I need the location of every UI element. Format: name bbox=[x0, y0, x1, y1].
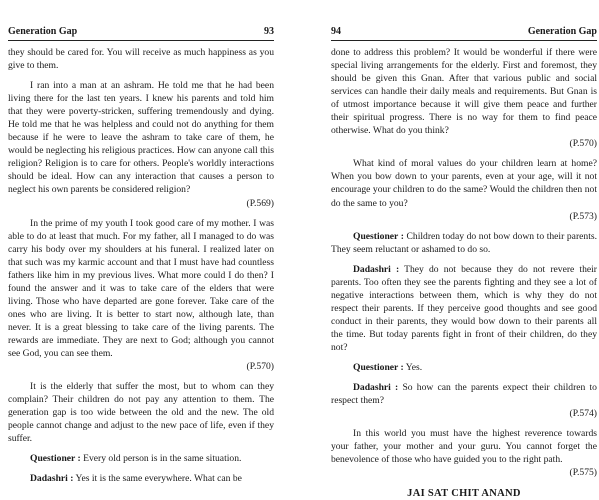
paragraph bbox=[8, 79, 274, 209]
page-reference: (P.573) bbox=[569, 210, 597, 222]
right-page-header bbox=[331, 26, 597, 40]
speaker-label: Questioner : bbox=[30, 453, 81, 465]
paragraph: they should be cared for. You will receive as much happiness as you give to them. bbox=[8, 47, 274, 72]
paragraph bbox=[331, 427, 597, 479]
speaker-label: Dadashri : bbox=[353, 382, 399, 394]
dialogue-line bbox=[331, 263, 597, 354]
dialogue-line bbox=[331, 361, 597, 374]
page-reference: (P.569) bbox=[246, 197, 274, 209]
page-reference: (P.575) bbox=[569, 467, 597, 479]
paragraph-text: I ran into a man at an ashram. He told me that he had been living there for the last ten years. I knew his parents and told him that they were poverty-stricken, suffering tremendously and dying. He told me that he was helpless and could not do anything for them because if he were to leave the ashram to take care of them, he would be neglecting his religious practices. How can anyone call this religion? Religion is to care for others. People's worldly interactions should be ideal. How can any interaction that causes a person to neglect his own parents be considered religion? bbox=[8, 80, 274, 196]
paragraph bbox=[331, 46, 597, 150]
left-page-number: 93 bbox=[264, 26, 274, 37]
paragraph bbox=[331, 157, 597, 222]
left-header-rule bbox=[8, 40, 274, 41]
paragraph-text: In this world you must have the highest reverence towards your father, your mother and your guru. You cannot forget the benevolence of those who have guided you to the right path. bbox=[331, 428, 597, 466]
dialogue-line bbox=[8, 472, 274, 485]
speaker-label: Dadashri : bbox=[30, 473, 74, 485]
dialogue-text: So how can the parents expect their children to respect them? bbox=[331, 382, 597, 407]
paragraph-text: In the prime of my youth I took good care of my mother. I was able to do at least that much. For my father, all I managed to do was carry his body over my shoulders at his funeral. I realized later on that such was my karmic account and that I must have had countless fathers like him in my previous lives. What more could I do then? I found the answer and it was to take care of the elders that were living. Those who have departed are gone forever. Take care of the ones who are living. It is better to start now, although late, than never. It is a great blessing to take care of the living parents. The rewards are immediate. They are next to God; although you cannot see God, you can see them. bbox=[8, 217, 274, 360]
speaker-label: Questioner : bbox=[353, 362, 404, 374]
left-page-body bbox=[8, 46, 274, 492]
page-reference: (P.570) bbox=[246, 361, 274, 373]
right-header-title: Generation Gap bbox=[527, 26, 597, 37]
dialogue-text: Yes. bbox=[403, 362, 423, 374]
dialogue-text: Children today do not bow down to their parents. They seem reluctant or ashamed to do so. bbox=[331, 230, 597, 255]
left-header-title: Generation Gap bbox=[8, 26, 78, 37]
page-reference: (P.574) bbox=[569, 408, 597, 420]
paragraph-text: done to address this problem? It would be wonderful if there were special living arrangements for the elderly. First and foremost, they should be given this Gnan. After that various public and social services can handle their daily meals and requirements. But Gnan is of utmost importance because it will give them peace and further their spiritual progress. There is no way for them to find peace otherwise. What do you think? bbox=[331, 47, 597, 137]
dialogue-line bbox=[8, 452, 274, 465]
right-header-rule bbox=[331, 40, 597, 41]
paragraph: It is the elderly that suffer the most, but to whom can they complain? Their children do not pay any attention to them. The generation gap is too wide between the old and the new. The old people cannot change and adjust to the new pace of life, even if they suffer. bbox=[8, 381, 274, 445]
dialogue-text: They do not because they do not revere their parents. Too often they see the parents fighting and they see a lot of negative interactions between them, which is why they do not respect their parents. If they perceive good thoughts and see good conduct in their parents, they would bow down to their parents all the time. But today parents fight in front of their children, do they not? bbox=[331, 263, 598, 353]
right-page-number: 94 bbox=[331, 26, 341, 37]
left-page-header bbox=[8, 26, 274, 40]
page-reference: (P.570) bbox=[569, 138, 597, 150]
dialogue-text: Yes it is the same everywhere. What can be bbox=[73, 473, 242, 485]
speaker-label: Questioner : bbox=[353, 230, 404, 242]
dialogue-line bbox=[331, 230, 597, 256]
right-page-body bbox=[331, 46, 597, 500]
dialogue-line bbox=[331, 381, 597, 420]
paragraph-text: What kind of moral values do your children learn at home? When you bow down to your parents, even at your age, will it not encourage your children to do the same? Would the children then not do the same to you? bbox=[331, 158, 597, 209]
speaker-label: Dadashri : bbox=[353, 263, 400, 275]
paragraph bbox=[8, 217, 274, 374]
dialogue-text: Every old person is in the same situation. bbox=[80, 453, 242, 465]
closing-salutation: JAI SAT CHIT ANAND bbox=[407, 488, 521, 500]
